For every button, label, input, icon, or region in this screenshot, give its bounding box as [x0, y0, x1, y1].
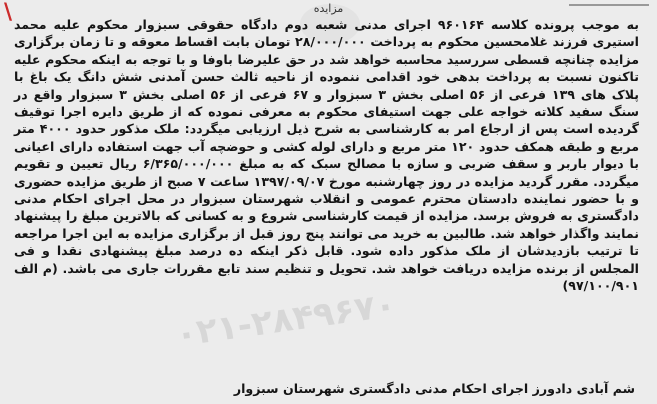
- notice-signature: شم آبادی دادورز اجرای احکام مدنی دادگستری شهرستان سبزوار: [233, 381, 635, 396]
- notice-title: مزایده: [313, 2, 344, 15]
- red-pen-mark: \: [4, 0, 13, 25]
- phone-watermark: ۰۲۱-۲۸۴۹۶۷۰: [173, 284, 399, 356]
- notice-body: به موجب پرونده کلاسه ۹۶۰۱۶۴ اجرای مدنی شعبه دوم دادگاه حقوقی سبزوار محکوم علیه محمد استیری فرزند غلامحسین محکوم به پرداخت ۲۸/۰۰۰/۰۰۰ تومان بابت اقساط معوقه و تا زمان برگزاری مزایده چنانچه قسطی سررسید محاسبه خواهد شد در حق علیرضا باوفا و با توجه به اینکه محکوم علیه تاکنون نسبت به پرداخت بدهی خود اقدامی ننموده از ناحیه ثالث حسن آمدنی شش دانگ یک باغ با پلاک های ۱۳۹ فرعی از ۵۶ اصلی بخش ۳ سبزوار و ۶۷ فرعی از ۵۶ اصلی بخش ۳ سبزوار واقع در سنگ سفید کلاته خواجه علی جهت استیفای محکوم به معرفی نموده که از طریق دایره اجرا توقیف گردیده است پس از ارجاع امر به کارشناسی به شرح ذیل ارزیابی میگردد: ملک مذکور حدود ۴۰۰۰ متر مربع و طبقه همکف حدود ۱۲۰ متر مربع و دارای لوله کشی و حوضچه آب جهت استفاده دارای اعیانی با دیوار باربر و سقف ضربی و سازه با مصالح سبک که به مبلغ ۶/۳۶۵/۰۰۰/۰۰۰ ریال تعیین و تقویم میگردد. مقرر گردید مزایده در روز چهارشنبه مورخ ۱۳۹۷/۰۹/۰۷ ساعت ۷ صبح از طریق مزایده حضوری و با حضور نماینده دادستان محترم عمومی و انقلاب شهرستان سبزوار در محل اجرای احکام مدنی دادگستری به فروش برسد. مزایده از قیمت کارشناسی شروع و به کسانی که بالاترین مبلغ را پیشنهاد نمایند واگذار خواهد شد. طالبین به خرید می توانند پنج روز قبل از برگزاری مزایده به این اجرا مراجعه تا ترتیب بازدیدشان از ملک مذکور داده شود. قابل ذکر اینکه ده درصد مبلغ پیشنهادی نقدا و فی المجلس از برنده مزایده دریافت خواهد شد. تحویل و تنظیم سند تابع مقررات جاری می باشد. (م الف ۹۷/۱۰۰/۹۰۱): [14, 17, 639, 294]
